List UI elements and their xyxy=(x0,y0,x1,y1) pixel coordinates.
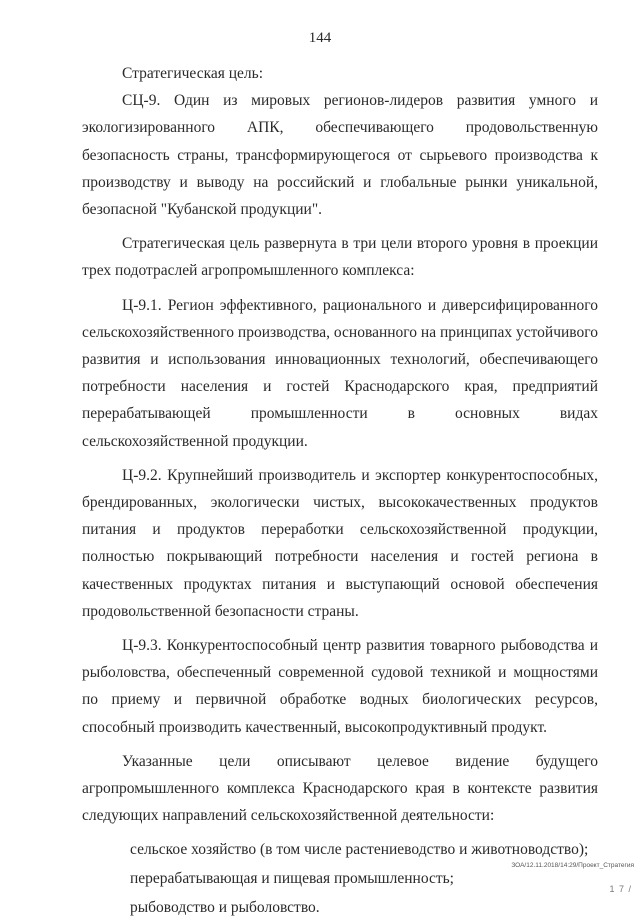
document-body xyxy=(82,60,598,922)
paragraph-summary: Указанные цели описывают целевое видение будущего агропромышленного комплекса Краснодарского края в контексте развития следующих направлений сельскохозяйственной деятельности: xyxy=(82,752,598,825)
paragraph-sc9: СЦ-9. Один из мировых регионов-лидеров развития умного и экологизированного АПК, обеспечивающего продовольственную безопасность страны, трансформирующегося от сырьевого производства к производству и выводу на российский и глобальные рынки уникальной, безопасной "Кубанской продукции". xyxy=(82,92,598,219)
paragraph-intro: Стратегическая цель развернута в три цели второго уровня в проекции трех подотраслей агропромышленного комплекса: xyxy=(82,235,598,280)
page-number: 144 xyxy=(308,30,332,46)
list-item: рыбоводство и рыболовство. xyxy=(130,899,320,917)
paragraph-c9-1: Ц-9.1. Регион эффективного, рационального и диверсифицированного сельскохозяйственного производства, основанного на принципах устойчивого развития и использования инновационных технологий, обеспечивающего потребности населения и гостей Краснодарского края, предприятий перерабатывающей промышленности в основных видах сельскохозяйственной продукции. xyxy=(82,296,598,450)
paragraph-c9-2: Ц-9.2. Крупнейший производитель и экспортер конкурентоспособных, брендированных, экологически чистых, высококачественных продуктов питания и продуктов переработки сельскохозяйственной продукции, полностью покрывающий потребности населения и гостей региона в качественных продуктах питания и выступающий основой обеспечения продовольственной безопасности страны. xyxy=(82,466,598,620)
corner-mark: 1 7 / xyxy=(609,884,632,894)
paragraph-c9-3: Ц-9.3. Конкурентоспособный центр развития товарного рыбоводства и рыболовства, обеспеченный современной судовой техникой и мощностями по приему и первичной обработке водных биологических ресурсов, способный производить качественный, высокопродуктивный продукт. xyxy=(82,637,598,736)
footer-stamp: ЗОА/12.11.2018/14:29/Проект_Стратегия xyxy=(511,862,634,869)
list-item: сельское хозяйство (в том числе растениеводство и животноводство); xyxy=(130,841,589,859)
strategic-goal-heading: Стратегическая цель: xyxy=(122,65,264,82)
list-item: перерабатывающая и пищевая промышленность; xyxy=(130,870,454,888)
directions-list xyxy=(82,835,598,922)
